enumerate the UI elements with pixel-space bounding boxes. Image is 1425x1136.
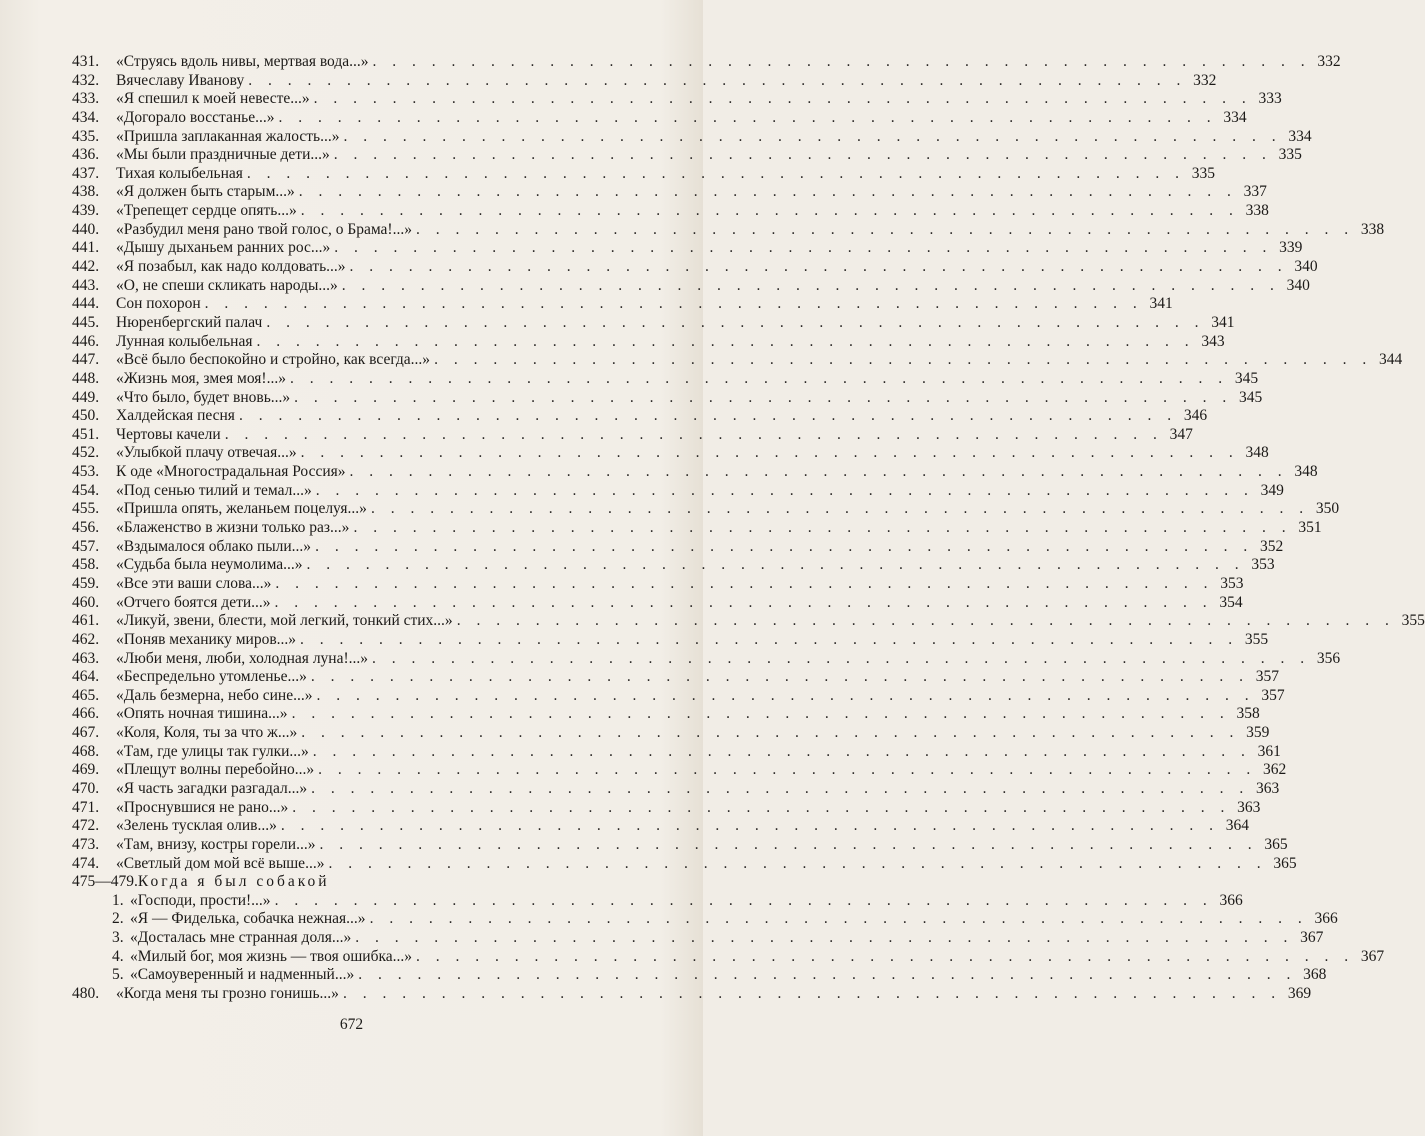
toc-entry: [72, 742, 1281, 762]
dot-leader: . . . . . . . . . . . . . . . . . . . . . . . . . . . . . . . . . . . . . . . . . . . . . . . .: [334, 239, 1273, 257]
toc-entry: [72, 574, 1244, 594]
dot-leader: . . . . . . . . . . . . . . . . . . . . . . . . . . . . . . . . . . . . . . . . . . . . . . . .: [341, 276, 1280, 294]
dot-leader: . . . . . . . . . . . . . . . . . . . . . . . . . . . . . . . . . . . . . . . . . . . . . . . .: [266, 313, 1205, 331]
entry-page: 334: [1223, 108, 1247, 126]
entry-page: 345: [1234, 369, 1259, 387]
dot-leader: . . . . . . . . . . . . . . . . . . . . . . . . . . . . . . . . . . . . . . . . . . . . . . . .: [349, 463, 1288, 481]
entry-number: 468.: [72, 742, 100, 760]
entry-page: 364: [1225, 817, 1249, 835]
entry-page: 355: [1244, 630, 1269, 648]
toc-sub-entry: [72, 947, 1385, 967]
entry-title: «Пришла заплаканная жалость...»: [116, 127, 340, 145]
toc-entry: [72, 276, 1310, 296]
entry-number: 431.: [72, 53, 100, 70]
dot-leader: . . . . . . . . . . . . . . . . . . . . . . . . . . . . . . . . . . . . . . . . . . . . . . . .: [416, 947, 1355, 965]
dot-leader: . . . . . . . . . . . . . . . . . . . . . . . . . . . . . . . . . . . . . . . . . . . . . . . .: [328, 854, 1267, 872]
entry-number: 446.: [72, 332, 100, 350]
entry-page: 341: [1211, 313, 1235, 331]
dot-leader: . . . . . . . . . . . . . . . . . . . . . . . . . . . . . . . . . . . . . . . . . . . . . . . .: [312, 742, 1251, 760]
entry-title: «Досталась мне странная доля...»: [130, 929, 352, 947]
entry-page: 362: [1263, 761, 1287, 779]
dot-leader: . . . . . . . . . . . . . . . . . . . . . . . . . . . . . . . . . . . . . . . . . . . . . . . .: [318, 761, 1257, 779]
entry-title: «Я должен быть старым...»: [116, 183, 295, 201]
entry-title: «Коля, Коля, ты за что ж...»: [116, 724, 298, 742]
toc-entry: [72, 556, 1275, 575]
entry-page: 334: [1288, 127, 1312, 145]
entry-page: 366: [1314, 910, 1338, 928]
entry-page: 332: [1317, 53, 1341, 70]
dot-leader: . . . . . . . . . . . . . . . . . . . . . . . . . . . . . . . . . . . . . . . . . . . . . . . .: [355, 929, 1294, 947]
entry-number: 454.: [72, 481, 100, 499]
entry-page: 350: [1315, 500, 1340, 518]
dot-leader: . . . . . . . . . . . . . . . . . . . . . . . . . . . . . . . . . . . . . . . . . . . . . . . .: [313, 90, 1252, 108]
entry-page: 348: [1294, 463, 1318, 481]
entry-number: 432.: [72, 71, 100, 89]
entry-page: 363: [1255, 779, 1280, 797]
entry-title: «Что было, будет вновь...»: [116, 388, 291, 406]
entry-page: 345: [1239, 388, 1263, 406]
toc-entry: [72, 53, 1341, 72]
dot-leader: . . . . . . . . . . . . . . . . . . . . . . . . . . . . . . . . . . . . . . . . . . . . . . . .: [238, 407, 1178, 425]
entry-title: «Люби меня, люби, холодная луна!...»: [116, 649, 369, 667]
dot-leader: . . . . . . . . . . . . . . . . . . . . . . . . . . . . . . . . . . . . . . . . . . . . . . . .: [300, 202, 1239, 220]
entry-page: 339: [1279, 239, 1303, 257]
toc-entry: [72, 313, 1235, 333]
dot-leader: . . . . . . . . . . . . . . . . . . . . . . . . . . . . . . . . . . . . . . . . . . . . . . . .: [319, 835, 1258, 853]
toc-entry: [72, 425, 1193, 445]
toc-entries: [72, 53, 1425, 873]
entry-page: 344: [1378, 351, 1403, 369]
entry-title: «Зелень тусклая олив...»: [116, 817, 277, 835]
entry-title: «Мы были праздничные дети...»: [116, 146, 330, 164]
entry-number: 1.: [112, 891, 124, 909]
dot-leader: . . . . . . . . . . . . . . . . . . . . . . . . . . . . . . . . . . . . . . . . . . . . . . . .: [333, 146, 1272, 164]
entry-page: 340: [1294, 258, 1318, 276]
entry-page: 335: [1278, 146, 1302, 164]
entry-title: «Я позабыл, как надо колдовать...»: [116, 258, 346, 276]
entry-page: 335: [1191, 164, 1216, 182]
entry-title: «Всё было беспокойно и стройно, как всегда...»: [116, 351, 431, 369]
toc-entry: [72, 537, 1284, 557]
toc-entry: [72, 388, 1263, 408]
toc-entry: [72, 835, 1288, 855]
toc-entry: [72, 407, 1208, 426]
dot-leader: . . . . . . . . . . . . . . . . . . . . . . . . . . . . . . . . . . . . . . . . . . . . . . . .: [292, 798, 1231, 816]
entry-number: 466.: [72, 705, 100, 723]
dot-leader: . . . . . . . . . . . . . . . . . . . . . . . . . . . . . . . . . . . . . . . . . . . . . . . .: [315, 537, 1254, 555]
entry-title: «Жизнь моя, змея моя!...»: [116, 369, 286, 387]
entry-title: «Струясь вдоль нивы, мертвая вода...»: [116, 53, 369, 70]
entry-page: 365: [1264, 835, 1288, 853]
entry-title: «Ликуй, звени, блести, мой легкий, тонкий стих...»: [116, 612, 453, 630]
dot-leader: . . . . . . . . . . . . . . . . . . . . . . . . . . . . . . . . . . . . . . . . . . . . . . . .: [224, 425, 1163, 443]
entry-page: 337: [1243, 183, 1267, 201]
entry-title: «Дышу дыханьем ранних рос...»: [116, 239, 331, 257]
entry-page: 363: [1237, 798, 1261, 816]
entry-number: 455.: [72, 500, 100, 518]
entry-title: «О, не спеши скликать народы...»: [116, 276, 338, 294]
entry-title: Чертовы качели: [116, 425, 221, 443]
entry-title: «Отчего боятся дети...»: [116, 593, 271, 611]
entry-title: «Я — Фиделька, собачка нежная...»: [130, 910, 366, 928]
dot-leader: . . . . . . . . . . . . . . . . . . . . . . . . . . . . . . . . . . . . . . . . . . . . . . . .: [280, 817, 1219, 835]
entry-number: 440.: [72, 220, 100, 238]
entry-page: 357: [1255, 668, 1279, 686]
dot-leader: . . . . . . . . . . . . . . . . . . . . . . . . . . . . . . . . . . . . . . . . . . . . . . . .: [289, 369, 1229, 387]
entry-title: Сон похорон: [116, 295, 201, 313]
entry-title: «Пришла опять, желаньем поцелуя...»: [116, 500, 367, 518]
entry-title: Вячеславу Иванову: [116, 71, 245, 89]
dot-leader: . . . . . . . . . . . . . . . . . . . . . . . . . . . . . . . . . . . . . . . . . . . . . . . .: [274, 891, 1213, 909]
entry-page: 351: [1298, 519, 1322, 537]
dot-leader: . . . . . . . . . . . . . . . . . . . . . . . . . . . . . . . . . . . . . . . . . . . . . . . .: [310, 668, 1249, 686]
entry-page: 346: [1183, 407, 1208, 425]
section-heading: [72, 873, 662, 892]
dot-leader: . . . . . . . . . . . . . . . . . . . . . . . . . . . . . . . . . . . . . . . . . . . . . . . .: [316, 686, 1255, 704]
entry-number: 457.: [72, 537, 100, 555]
dot-leader: . . . . . . . . . . . . . . . . . . . . . . . . . . . . . . . . . . . . . . . . . . . . . . . .: [370, 500, 1310, 518]
entry-page: 369: [1287, 985, 1312, 1003]
entry-number: 442.: [72, 258, 100, 276]
entry-title: «Блаженство в жизни только раз...»: [116, 519, 350, 537]
entry-number: 453.: [72, 463, 100, 481]
entry-number: 434.: [72, 108, 100, 126]
entry-number: 4.: [112, 947, 124, 965]
entry-title: К оде «Многострадальная Россия»: [116, 463, 346, 481]
entry-title: «Догорало восстанье...»: [116, 108, 275, 126]
entry-number: 438.: [72, 183, 100, 201]
entry-number: 462.: [72, 630, 100, 648]
dot-leader: . . . . . . . . . . . . . . . . . . . . . . . . . . . . . . . . . . . . . . . . . . . . . . . .: [256, 332, 1195, 350]
toc-entry: [72, 593, 1243, 613]
entry-page: 359: [1246, 724, 1270, 742]
entry-number: 473.: [72, 835, 100, 853]
toc-entry: [72, 202, 1269, 221]
entry-number: 458.: [72, 556, 100, 574]
dot-leader: . . . . . . . . . . . . . . . . . . . . . . . . . . . . . . . . . . . . . . . . . . . . . . . .: [369, 910, 1308, 928]
dot-leader: . . . . . . . . . . . . . . . . . . . . . . . . . . . . . . . . . . . . . . . . . . . . . . . .: [300, 630, 1239, 648]
section-title: Когда я был собакой: [137, 873, 330, 891]
toc-entry: [72, 668, 1279, 687]
entry-title: Нюренбергский палач: [116, 313, 263, 331]
page-number: 672: [339, 1016, 364, 1033]
toc-entry: [72, 649, 1341, 669]
dot-leader: . . . . . . . . . . . . . . . . . . . . . . . . . . . . . . . . . . . . . . . . . . . . . . . .: [349, 258, 1288, 276]
entry-page: 352: [1259, 537, 1284, 555]
toc-entry: [72, 500, 1340, 519]
toc-entry: [72, 332, 1225, 352]
entry-page: 368: [1303, 966, 1327, 984]
toc-entry: [72, 463, 1318, 482]
entry-title: «Там, где улицы так гулки...»: [116, 742, 309, 760]
entry-number: 464.: [72, 668, 100, 686]
dot-leader: . . . . . . . . . . . . . . . . . . . . . . . . . . . . . . . . . . . . . . . . . . . . . . . .: [294, 388, 1233, 406]
entry-title: «Я часть загадки разгадал...»: [116, 779, 308, 797]
toc-entry: [72, 705, 1260, 724]
entry-number: 470.: [72, 779, 100, 797]
dot-leader: . . . . . . . . . . . . . . . . . . . . . . . . . . . . . . . . . . . . . . . . . . . . . . . .: [456, 612, 1395, 630]
entry-title: «Все эти ваши слова...»: [116, 574, 272, 592]
entry-number: 469.: [72, 761, 100, 779]
entry-title: «Трепещет сердце опять...»: [116, 202, 297, 220]
dot-leader: . . . . . . . . . . . . . . . . . . . . . . . . . . . . . . . . . . . . . . . . . . . . . . . .: [278, 108, 1217, 126]
toc-sub-entry: [72, 966, 1327, 985]
entry-number: 441.: [72, 239, 100, 257]
toc-entry: [72, 295, 1173, 314]
entry-title: «Когда меня ты грозно гонишь...»: [116, 985, 339, 1003]
toc-entry: [72, 108, 1247, 128]
toc-entry: [72, 519, 1322, 538]
entry-number: 437.: [72, 164, 100, 182]
entry-title: «Я спешил к моей невесте...»: [116, 90, 310, 108]
toc-entry: [72, 71, 1217, 91]
entry-number: 452.: [72, 444, 100, 462]
toc-entry: [72, 612, 1425, 631]
toc-entry: [72, 817, 1249, 836]
entry-title: «Поняв механику миров...»: [116, 630, 297, 648]
toc-entry: [72, 761, 1287, 780]
entry-page: 338: [1245, 202, 1269, 220]
entry-title: «Плещут волны перебойно...»: [116, 761, 315, 779]
toc-entry: [72, 779, 1280, 799]
toc-entry: [72, 854, 1297, 874]
toc-sub-entry: [72, 910, 1338, 929]
entry-page: 341: [1149, 295, 1173, 313]
entry-page: 356: [1316, 649, 1341, 667]
toc-entry: [72, 985, 1312, 1004]
toc-entry: [72, 183, 1267, 202]
entry-number: 444.: [72, 295, 100, 313]
entry-number: 456.: [72, 519, 100, 537]
toc-sub-entries: [72, 891, 1385, 985]
entry-title: «Милый бог, моя жизнь — твоя ошибка...»: [130, 947, 413, 965]
entry-number: 461.: [72, 612, 100, 630]
dot-leader: . . . . . . . . . . . . . . . . . . . . . . . . . . . . . . . . . . . . . . . . . . . . . . . .: [315, 481, 1254, 499]
dot-leader: . . . . . . . . . . . . . . . . . . . . . . . . . . . . . . . . . . . . . . . . . . . . . . . .: [204, 295, 1143, 313]
toc-entry: [72, 258, 1318, 277]
entry-page: 367: [1360, 947, 1385, 965]
dot-leader: . . . . . . . . . . . . . . . . . . . . . . . . . . . . . . . . . . . . . . . . . . . . . . . .: [343, 127, 1282, 145]
toc-entry: [72, 127, 1312, 147]
entry-page: 365: [1273, 854, 1297, 872]
entry-number: 448.: [72, 369, 100, 387]
entry-page: 347: [1169, 425, 1193, 443]
toc-entry: [72, 146, 1302, 165]
section-number: 475—479.: [72, 873, 138, 891]
entry-title: «Разбудил меня рано твой голос, о Брама!...»: [116, 220, 412, 238]
toc-entry: [72, 90, 1282, 109]
entry-number: 439.: [72, 202, 100, 220]
entry-page: 361: [1257, 742, 1281, 760]
toc-entry: [72, 164, 1216, 184]
entry-number: 443.: [72, 276, 100, 294]
toc-entry: [72, 220, 1385, 240]
entry-page: 349: [1260, 481, 1284, 499]
toc-entry: [72, 630, 1269, 650]
dot-leader: . . . . . . . . . . . . . . . . . . . . . . . . . . . . . . . . . . . . . . . . . . . . . . . .: [372, 53, 1311, 70]
entry-title: «Вздымалося облако пыли...»: [116, 537, 312, 555]
entry-number: 433.: [72, 90, 100, 108]
entry-page: 333: [1258, 90, 1282, 108]
dot-leader: . . . . . . . . . . . . . . . . . . . . . . . . . . . . . . . . . . . . . . . . . . . . . . . .: [291, 705, 1230, 723]
dot-leader: . . . . . . . . . . . . . . . . . . . . . . . . . . . . . . . . . . . . . . . . . . . . . . . .: [311, 779, 1250, 797]
dot-leader: . . . . . . . . . . . . . . . . . . . . . . . . . . . . . . . . . . . . . . . . . . . . . . . .: [342, 985, 1282, 1003]
entry-number: 471.: [72, 798, 100, 816]
entry-page: 348: [1245, 444, 1269, 462]
entry-number: 460.: [72, 593, 100, 611]
entry-title: «Самоуверенный и надменный...»: [130, 966, 355, 984]
toc-sub-entry: [72, 891, 1243, 911]
toc-sub-entry: [72, 929, 1324, 948]
entry-page: 357: [1261, 686, 1285, 704]
toc-entry: [72, 798, 1261, 818]
entry-title: «Опять ночная тишина...»: [116, 705, 288, 723]
entry-page: 358: [1236, 705, 1260, 723]
dot-leader: . . . . . . . . . . . . . . . . . . . . . . . . . . . . . . . . . . . . . . . . . . . . . . . .: [275, 574, 1214, 592]
entry-number: 480.: [72, 985, 100, 1003]
entry-page: 367: [1300, 929, 1324, 947]
toc-entry: [72, 724, 1270, 743]
entry-number: 3.: [112, 929, 124, 947]
entry-page: 332: [1193, 71, 1217, 89]
entry-title: «Господи, прости!...»: [130, 891, 271, 909]
toc-entry: [72, 351, 1403, 370]
dot-leader: . . . . . . . . . . . . . . . . . . . . . . . . . . . . . . . . . . . . . . . . . . . . . . . .: [300, 444, 1239, 462]
entry-number: 435.: [72, 127, 100, 145]
entry-page: 354: [1219, 593, 1243, 611]
entry-page: 340: [1286, 276, 1310, 294]
entry-title: «Там, внизу, костры горели...»: [116, 835, 316, 853]
entry-number: 450.: [72, 407, 100, 425]
entry-title: «Проснувшися не рано...»: [116, 798, 289, 816]
entry-page: 353: [1251, 556, 1275, 574]
entry-number: 474.: [72, 854, 100, 872]
entry-number: 451.: [72, 425, 100, 443]
entry-title: «Улыбкой плачу отвечая...»: [116, 444, 297, 462]
entry-title: Халдейская песня: [116, 407, 235, 425]
table-of-contents: [72, 53, 1425, 1004]
dot-leader: . . . . . . . . . . . . . . . . . . . . . . . . . . . . . . . . . . . . . . . . . . . . . . . .: [358, 966, 1297, 984]
entry-number: 467.: [72, 724, 100, 742]
toc-entry: [72, 239, 1303, 258]
entry-title: «Под сенью тилий и темал...»: [116, 481, 312, 499]
toc-entry: [72, 369, 1259, 389]
entry-page: 338: [1360, 220, 1385, 238]
dot-leader: . . . . . . . . . . . . . . . . . . . . . . . . . . . . . . . . . . . . . . . . . . . . . . . .: [415, 220, 1355, 238]
entry-number: 463.: [72, 649, 100, 667]
entry-number: 436.: [72, 146, 100, 164]
toc-entry: [72, 444, 1269, 463]
entry-title: «Судьба была неумолима...»: [116, 556, 303, 574]
entry-number: 445.: [72, 313, 100, 331]
entry-number: 447.: [72, 351, 100, 369]
entry-number: 459.: [72, 574, 100, 592]
entry-title: «Даль безмерна, небо сине...»: [116, 686, 313, 704]
dot-leader: . . . . . . . . . . . . . . . . . . . . . . . . . . . . . . . . . . . . . . . . . . . . . . . .: [306, 556, 1245, 574]
dot-leader: . . . . . . . . . . . . . . . . . . . . . . . . . . . . . . . . . . . . . . . . . . . . . . . .: [248, 71, 1187, 89]
entry-number: 465.: [72, 686, 100, 704]
dot-leader: . . . . . . . . . . . . . . . . . . . . . . . . . . . . . . . . . . . . . . . . . . . . . . . .: [301, 724, 1240, 742]
dot-leader: . . . . . . . . . . . . . . . . . . . . . . . . . . . . . . . . . . . . . . . . . . . . . . . .: [353, 519, 1292, 537]
entry-page: 353: [1220, 574, 1244, 592]
entry-page: 366: [1219, 891, 1243, 909]
dot-leader: . . . . . . . . . . . . . . . . . . . . . . . . . . . . . . . . . . . . . . . . . . . . . . . .: [434, 351, 1373, 369]
entry-number: 5.: [112, 966, 124, 984]
toc-entry: [72, 686, 1285, 706]
toc-entry: [72, 481, 1284, 501]
entry-number: 449.: [72, 388, 100, 406]
dot-leader: . . . . . . . . . . . . . . . . . . . . . . . . . . . . . . . . . . . . . . . . . . . . . . . .: [246, 164, 1186, 182]
entry-number: 2.: [112, 910, 124, 928]
entry-page: 343: [1201, 332, 1225, 350]
dot-leader: . . . . . . . . . . . . . . . . . . . . . . . . . . . . . . . . . . . . . . . . . . . . . . . .: [372, 649, 1311, 667]
entry-page: 355: [1401, 612, 1425, 630]
entry-number: 472.: [72, 817, 100, 835]
dot-leader: . . . . . . . . . . . . . . . . . . . . . . . . . . . . . . . . . . . . . . . . . . . . . . . .: [274, 593, 1213, 611]
entry-title: Тихая колыбельная: [116, 164, 243, 182]
entry-title: «Светлый дом мой всё выше...»: [116, 854, 325, 872]
entry-title: «Беспредельно утомленье...»: [116, 668, 307, 686]
entry-title: Лунная колыбельная: [116, 332, 253, 350]
dot-leader: . . . . . . . . . . . . . . . . . . . . . . . . . . . . . . . . . . . . . . . . . . . . . . . .: [298, 183, 1237, 201]
